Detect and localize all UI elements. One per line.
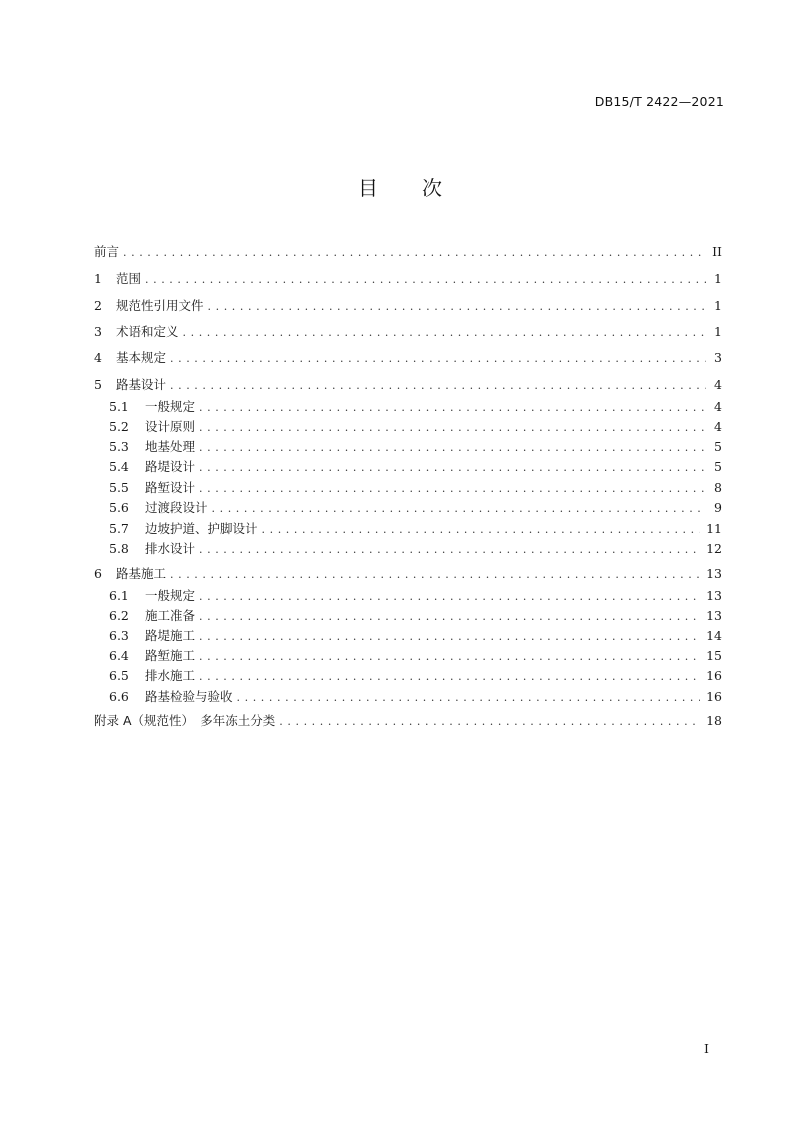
toc-entry-title: 路基检验与验收 (145, 689, 233, 704)
toc-entry-number: 4 (94, 350, 102, 365)
toc-entry-page: II (712, 244, 722, 259)
toc-entry-number: 2 (94, 298, 102, 313)
toc-entry[interactable] (109, 667, 722, 685)
toc-entry-number: 3 (94, 324, 102, 339)
toc-entry[interactable] (109, 458, 722, 476)
toc-entry-page: 16 (706, 689, 722, 704)
toc-entry-title: 范围 (116, 271, 142, 286)
toc-entry[interactable] (109, 479, 722, 497)
toc-entry[interactable] (109, 418, 722, 436)
toc-entry-number: 5.1 (109, 399, 129, 414)
dot-leader (199, 459, 706, 477)
toc-entry[interactable] (109, 607, 722, 625)
dot-leader (208, 298, 706, 316)
toc-entry-number: 5.8 (109, 541, 129, 556)
toc-entry-title: 基本规定 (116, 350, 167, 365)
toc-entry-title: 路堤施工 (145, 628, 196, 643)
title-char-1: 目 (358, 176, 378, 200)
dot-leader (199, 399, 706, 417)
toc-entry-title: 地基处理 (145, 439, 196, 454)
toc-entry-page: 13 (706, 608, 722, 623)
dot-leader (199, 648, 700, 666)
dot-leader (123, 244, 706, 262)
toc-entry-page: 1 (714, 298, 722, 313)
dot-leader (199, 480, 706, 498)
page-title (0, 172, 800, 201)
toc-entry-title: 排水设计 (145, 541, 196, 556)
dot-leader (237, 689, 701, 707)
toc-entry[interactable] (94, 270, 722, 288)
toc-entry-number: 5.2 (109, 419, 129, 434)
toc-entry-page: 3 (714, 350, 722, 365)
title-char-2: 次 (422, 176, 442, 200)
dot-leader (199, 668, 700, 686)
toc-entry[interactable] (94, 323, 722, 341)
toc-entry[interactable] (109, 627, 722, 645)
toc-entry-title: 前言 (94, 244, 120, 259)
toc-entry-number: 5.3 (109, 439, 129, 454)
toc-entry-page: 15 (706, 648, 722, 663)
toc-entry[interactable] (94, 565, 722, 583)
toc-entry-page: 12 (706, 541, 722, 556)
toc-entry-number: 6.2 (109, 608, 129, 623)
toc-entry[interactable] (109, 520, 722, 538)
toc-entry-page: 13 (706, 588, 722, 603)
toc-entry-page: 5 (714, 439, 722, 454)
toc-entry-page: 14 (706, 628, 722, 643)
toc-entry-title: 路基施工 (116, 566, 167, 581)
dot-leader (199, 628, 700, 646)
toc-entry-page: 16 (706, 668, 722, 683)
toc-entry[interactable] (109, 587, 722, 605)
toc-entry-title: 路堤设计 (145, 459, 196, 474)
toc-entry-title: 路堑设计 (145, 480, 196, 495)
toc-entry-page: 18 (706, 713, 722, 728)
page-number: I (704, 1041, 709, 1056)
toc-entry-number: 5.7 (109, 521, 129, 536)
document-code: DB15/T 2422—2021 (594, 94, 724, 109)
toc-entry-page: 13 (706, 566, 722, 581)
toc-entry-page: 11 (706, 521, 722, 536)
dot-leader (199, 541, 700, 559)
toc-entry[interactable] (109, 540, 722, 558)
toc-entry-page: 1 (714, 271, 722, 286)
toc-entry[interactable] (109, 398, 722, 416)
toc-entry[interactable] (94, 297, 722, 315)
toc-entry-number: 6.4 (109, 648, 129, 663)
toc-entry-title: 设计原则 (145, 419, 196, 434)
toc-entry-page: 4 (714, 399, 722, 414)
toc-entry-number: 6.5 (109, 668, 129, 683)
toc-entry-title: 路基设计 (116, 377, 167, 392)
toc-entry-number: 5.5 (109, 480, 129, 495)
dot-leader (212, 500, 706, 518)
toc-entry-number: 6 (94, 566, 102, 581)
dot-leader (199, 419, 706, 437)
toc-entry-title: 边坡护道、护脚设计 (145, 521, 258, 536)
toc-entry[interactable] (94, 349, 722, 367)
toc-entry-title: 施工准备 (145, 608, 196, 623)
dot-leader (199, 608, 700, 626)
toc-entry-number: 5.4 (109, 459, 129, 474)
toc-entry[interactable] (94, 243, 722, 261)
toc-entry-number: 5.6 (109, 500, 129, 515)
toc-entry-number: 6.3 (109, 628, 129, 643)
toc-entry-page: 4 (714, 377, 722, 392)
toc-entry[interactable] (109, 438, 722, 456)
toc-entry[interactable] (109, 688, 722, 706)
toc-entry[interactable] (94, 376, 722, 394)
toc-entry-title: 一般规定 (145, 399, 196, 414)
toc-entry-title: 术语和定义 (116, 324, 179, 339)
dot-leader (183, 324, 706, 342)
toc-entry-number: 6.1 (109, 588, 129, 603)
dot-leader (170, 377, 706, 395)
toc-entry-page: 8 (714, 480, 722, 495)
dot-leader (199, 588, 700, 606)
toc-entry-page: 5 (714, 459, 722, 474)
toc-entry-number: 5 (94, 377, 102, 392)
dot-leader (199, 439, 706, 457)
toc-entry-title: 过渡段设计 (145, 500, 208, 515)
toc-entry-number: 1 (94, 271, 102, 286)
toc-entry-title: 路堑施工 (145, 648, 196, 663)
dot-leader (262, 521, 701, 539)
dot-leader (145, 271, 706, 289)
toc-entry-title: 一般规定 (145, 588, 196, 603)
toc-entry-page: 9 (714, 500, 722, 515)
toc-entry-title: 规范性引用文件 (116, 298, 204, 313)
toc-entry-number: 6.6 (109, 689, 129, 704)
dot-leader (170, 350, 706, 368)
toc-entry[interactable] (109, 499, 722, 517)
toc-entry-page: 4 (714, 419, 722, 434)
dot-leader (170, 566, 700, 584)
toc-entry[interactable] (94, 712, 722, 730)
toc-entry[interactable] (109, 647, 722, 665)
toc-entry-title: 附录 A（规范性） 多年冻土分类 (94, 713, 276, 728)
toc-entry-page: 1 (714, 324, 722, 339)
dot-leader (279, 713, 700, 731)
toc-entry-title: 排水施工 (145, 668, 196, 683)
